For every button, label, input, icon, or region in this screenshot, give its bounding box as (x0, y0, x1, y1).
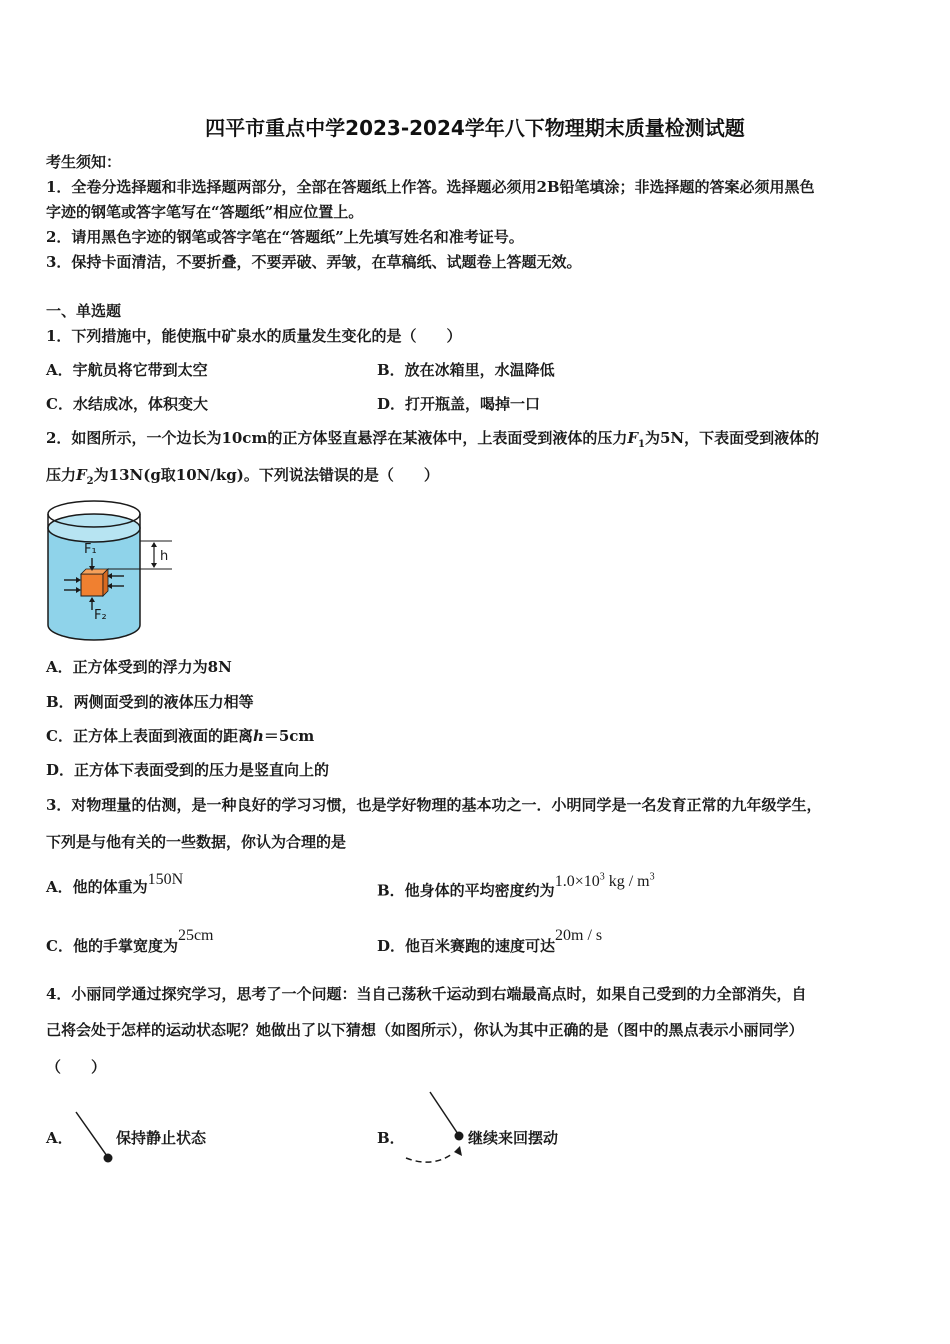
q3-option-d-value: 20m / s (555, 927, 603, 944)
q2-option-c-var: h (252, 727, 264, 745)
q3-option-b (377, 872, 655, 901)
q4-option-a-figure (70, 1108, 120, 1168)
q3-stem-line1: 3．对物理量的估测，是一种良好的学习习惯，也是学好物理的基本功之一．小明同学是一名发育正常的九年级学生， (46, 796, 822, 814)
q2-stem-line1-b: 为5N，下表面受到液体的 (644, 429, 820, 447)
q3-option-c-value: 25cm (177, 927, 214, 944)
q4-stem-line2: 己将会处于怎样的运动状态呢？她做出了以下猜想（如图所示），你认为其中正确的是（图中的黑点表示小丽同学） (46, 1021, 804, 1039)
pendulum-rope (76, 1112, 107, 1156)
notice-item-3: 3．保持卡面清洁，不要折叠，不要弄破、弄皱，在草稿纸、试题卷上答题无效。 (46, 253, 582, 271)
q3-option-b-exp: 3 (599, 872, 605, 883)
q4-option-a-letter: A． (46, 1129, 73, 1147)
f1-label: F₁ (84, 542, 97, 557)
q2-stem-line2-a: 压力 (46, 466, 77, 484)
q2-var-f1: F (627, 429, 638, 447)
f2-label: F₂ (94, 608, 107, 623)
notice-heading: 考生须知： (46, 153, 122, 171)
swing-path (406, 1154, 452, 1162)
q2-stem-line1-a: 2．如图所示，一个边长为10cm的正方体竖直悬浮在某液体中，上表面受到液体的压力 (46, 429, 628, 447)
q3-option-b-unit: kg / m (608, 873, 650, 891)
q3-stem-line2: 下列是与他有关的一些数据，你认为合理的是 (46, 833, 347, 851)
q3-option-b-text: B．他身体的平均密度约为 (377, 881, 555, 900)
q2-var-f2: F (76, 466, 87, 484)
q2-stem-line2 (46, 465, 439, 492)
q1-stem: 1．下列措施中，能使瓶中矿泉水的质量发生变化的是（ ） (46, 327, 462, 345)
notice-item-1-cont: 字迹的钢笔或答字笔写在“答题纸”相应位置上。 (46, 203, 364, 221)
q2-stem-line2-b: 为13N(g取10N/kg)。下列说法错误的是（ ） (93, 466, 439, 484)
q4-stem-line1: 4．小丽同学通过探究学习，思考了一个问题：当自己荡秋千运动到右端最高点时，如果自己受到的力全部消失，自 (46, 985, 807, 1003)
q4-stem-line3: （ ） (46, 1058, 107, 1076)
q1-option-d: D．打开瓶盖，喝掉一口 (377, 395, 541, 413)
q3-option-d-text: D．他百米赛跑的速度可达 (377, 937, 556, 955)
swing-rope (430, 1092, 458, 1134)
q4-option-b-figure (402, 1088, 472, 1168)
swing-arrow-head (454, 1146, 462, 1156)
q3-option-c-text: C．他的手掌宽度为 (46, 937, 178, 955)
q2-option-a: A．正方体受到的浮力为8N (46, 658, 232, 676)
q3-option-d (377, 927, 603, 957)
q2-cylinder-figure (44, 500, 179, 645)
q3-option-b-unit-exp: 3 (649, 872, 655, 883)
q2-var-f1-sub: 1 (637, 439, 645, 450)
cube-side (103, 569, 108, 596)
notice-item-2: 2．请用黑色字迹的钢笔或答字笔在“答题纸”上先填写姓名和准考证号。 (46, 228, 524, 246)
q3-option-c (46, 927, 214, 957)
q2-stem-line1 (46, 428, 819, 455)
q4-option-a-text: 保持静止状态 (116, 1129, 207, 1147)
q2-option-c-b: ＝5cm (263, 727, 315, 745)
q2-option-c (46, 726, 314, 746)
q2-option-b: B．两侧面受到的液体压力相等 (46, 693, 254, 711)
q3-option-a-text: A．他的体重为 (46, 878, 148, 896)
person-dot (104, 1154, 113, 1163)
h-label: h (160, 549, 169, 564)
section-heading: 一、单选题 (46, 302, 122, 320)
q2-option-c-a: C．正方体上表面到液面的距离 (46, 727, 253, 745)
q3-option-b-base: 1.0×10 (554, 873, 600, 891)
page-title: 四平市重点中学2023-2024学年八下物理期末质量检测试题 (205, 116, 745, 140)
q3-option-a (46, 871, 184, 898)
q1-option-b: B．放在冰箱里，水温降低 (377, 361, 555, 379)
q2-option-d: D．正方体下表面受到的压力是竖直向上的 (46, 761, 330, 779)
q1-option-a: A．宇航员将它带到太空 (46, 361, 208, 379)
q4-option-b-letter: B． (377, 1129, 405, 1147)
cube (81, 574, 103, 596)
q2-var-f2-sub: 2 (86, 476, 94, 487)
q3-option-b-value (555, 873, 655, 890)
person-dot (455, 1132, 464, 1141)
liquid-surface (48, 514, 140, 542)
notice-item-1: 1．全卷分选择题和非选择题两部分，全部在答题纸上作答。选择题必须用2B铅笔填涂；非选择题的答案必须用黑色 (46, 178, 815, 196)
h-arrow-down (151, 563, 157, 568)
q1-option-c: C．水结成冰，体积变大 (46, 395, 208, 413)
q3-option-a-value: 150N (147, 871, 184, 888)
h-arrow-up (151, 542, 157, 547)
q4-option-b-text: 继续来回摆动 (468, 1129, 559, 1147)
